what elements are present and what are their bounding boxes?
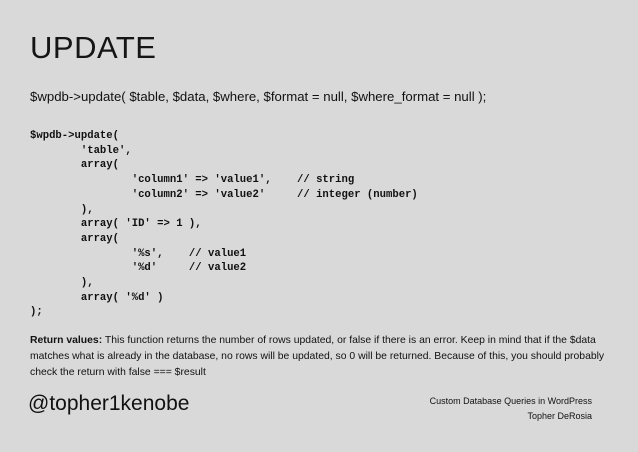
slide-credits <box>430 394 592 424</box>
code-line: 'table', <box>30 144 132 157</box>
slide-title: UPDATE <box>30 30 157 65</box>
code-line: array( 'ID' => 1 ), <box>30 218 202 231</box>
code-line: $wpdb->update( <box>30 130 120 142</box>
code-line: ); <box>30 306 43 319</box>
code-block <box>30 129 418 320</box>
return-values-label: Return values: <box>30 335 103 346</box>
author-name: Topher DeRosia <box>527 411 592 421</box>
code-line: ), <box>30 277 94 290</box>
presentation-title: Custom Database Queries in WordPress <box>429 396 592 406</box>
code-line: array( <box>30 232 120 245</box>
code-line: '%s', // value1 <box>30 247 247 260</box>
code-line: 'column2' => 'value2' // integer (number) <box>30 188 418 201</box>
code-line: array( '%d' ) <box>30 291 164 304</box>
return-values-text: This function returns the number of rows updated, or false if there is an error. Keep in mind that if the $data matches what is already in the database, no rows will be updated, so 0 will be returned. Because of this, you should probably check the return with false === $result <box>30 335 605 378</box>
function-signature: $wpdb->update( $table, $data, $where, $format = null, $where_format = null ); <box>30 89 487 104</box>
code-line: array( <box>30 159 120 172</box>
code-line: ), <box>30 203 94 216</box>
code-line: '%d' // value2 <box>30 262 247 275</box>
code-line: 'column1' => 'value1', // string <box>30 174 355 187</box>
return-values-paragraph <box>30 333 614 381</box>
twitter-handle: @topher1kenobe <box>28 392 190 415</box>
